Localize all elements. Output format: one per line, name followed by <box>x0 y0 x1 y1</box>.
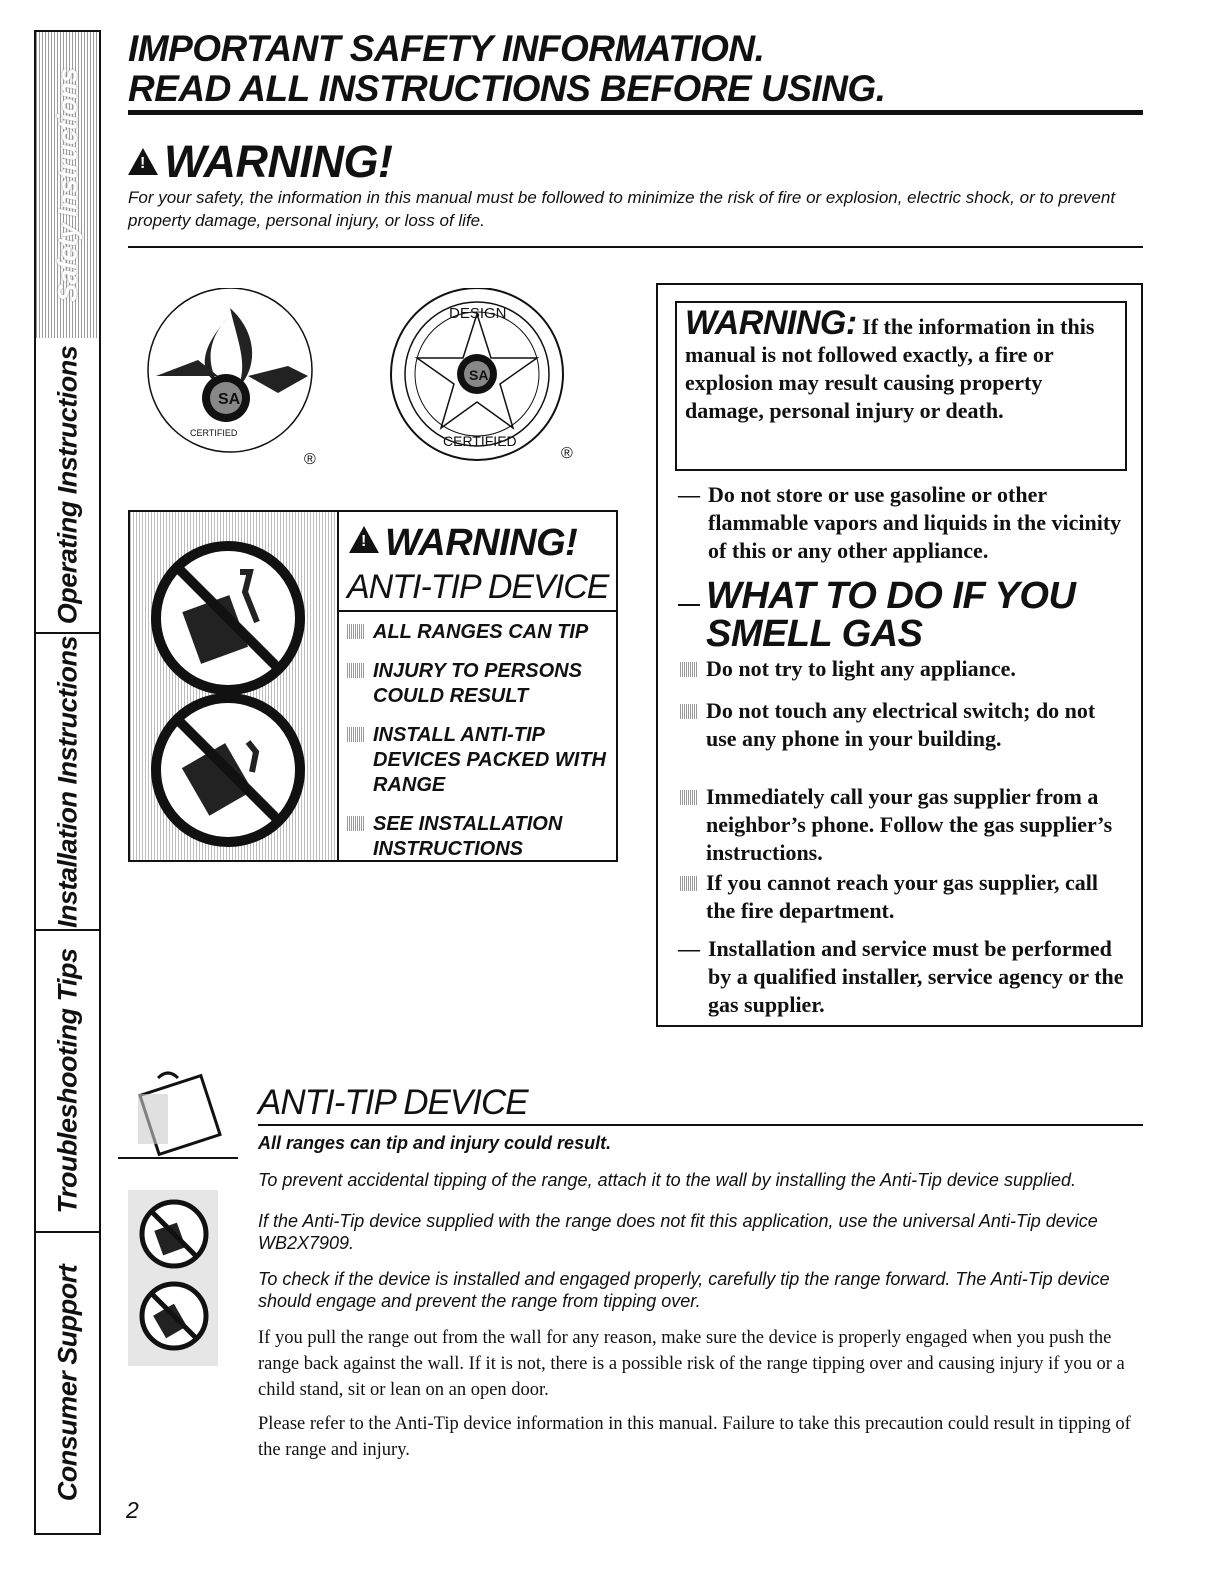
csa-certified-text: CERTIFIED <box>190 428 238 438</box>
tab-label: Consumer Support <box>52 1264 82 1502</box>
star-seal-icon <box>385 288 595 468</box>
certified-text: CERTIFIED <box>443 433 517 449</box>
warning-title: WARNING! <box>164 136 393 187</box>
bullet-icon <box>347 663 364 678</box>
no-tipping-small-icon <box>128 1190 218 1366</box>
svg-text:SA: SA <box>218 391 241 408</box>
gas-warning-box <box>656 283 1143 1027</box>
no-tipping-icon <box>130 512 337 860</box>
paragraph-3: To check if the device is installed and engaged properly, carefully tip the range forward. The Anti-Tip device should engage and prevent the range from tipping over. <box>258 1269 1110 1311</box>
section-lead: All ranges can tip and injury could result. <box>258 1133 612 1153</box>
antitip-subtitle: ANTI-TIP DEVICE <box>347 568 609 606</box>
tab-consumer-support[interactable] <box>36 1233 99 1533</box>
paragraph-5: Please refer to the Anti-Tip device information in this manual. Failure to take this precaution could result in tipping of the range and injury. <box>258 1414 1131 1460</box>
antitip-list <box>347 620 612 876</box>
bullet-icon <box>680 662 697 677</box>
list-item: ALL RANGES CAN TIP <box>347 620 612 645</box>
warning-text: For your safety, the information in this manual must be followed to minimize the risk of fire or explosion, electric shock, or to prevent property damage, personal injury, or loss of life. <box>128 188 1116 230</box>
list-item: SEE INSTALLATION INSTRUCTIONS <box>347 812 612 862</box>
tab-troubleshooting-tips[interactable] <box>36 931 99 1233</box>
tab-label: Safety Instructions <box>52 68 82 302</box>
bullet-icon <box>347 816 364 831</box>
bullet-icon <box>680 704 697 719</box>
warning-rule <box>128 246 1143 248</box>
list-item: INJURY TO PERSONS COULD RESULT <box>347 659 612 709</box>
tab-installation-instructions[interactable] <box>36 634 99 931</box>
gas-dash-item-2: — Installation and service must be performed by a qualified installer, service agency or the gas supplier. <box>678 936 1124 1017</box>
antitip-warning-heading: !WARNING! <box>349 522 577 565</box>
gas-list-item: If you cannot reach your gas supplier, call the fire department. <box>706 869 1126 925</box>
paragraph-1: To prevent accidental tipping of the range, attach it to the wall by installing the Anti-Tip device supplied. <box>258 1170 1076 1190</box>
tab-label: Troubleshooting Tips <box>52 948 82 1214</box>
gas-list-item: Immediately call your gas supplier from a neighbor’s phone. Follow the gas supplier’s instructions. <box>706 783 1126 867</box>
warning-triangle-icon <box>128 148 158 175</box>
bullet-icon <box>347 727 364 742</box>
list-item: INSTALL ANTI-TIP DEVICES PACKED WITH RANGE <box>347 723 612 798</box>
page-title-line-1: IMPORTANT SAFETY INFORMATION. <box>128 28 765 69</box>
gas-dash-item-1: — Do not store or use gasoline or other flammable vapors and liquids in the vicinity of this or any other appliance. <box>678 482 1122 563</box>
gas-list-item: Do not touch any electrical switch; do not use any phone in your building. <box>706 697 1126 753</box>
gas-warning-word: WARNING: <box>685 304 857 342</box>
paragraph-2: If the Anti-Tip device supplied with the range does not fit this application, use the universal Anti-Tip device WB2X7909. <box>258 1211 1098 1253</box>
bullet-icon <box>680 876 697 891</box>
tab-label: Operating Instructions <box>52 345 82 625</box>
header-rule <box>128 110 1143 115</box>
tab-label: Installation Instructions <box>52 635 82 928</box>
gas-list-item: Do not try to light any appliance. <box>706 655 1126 683</box>
antitip-divider <box>339 610 616 612</box>
design-text: DESIGN <box>449 305 507 322</box>
bullet-icon <box>680 790 697 805</box>
warning-triangle-icon <box>349 526 379 553</box>
tipping-range-illustration <box>118 1070 258 1168</box>
section-title: ANTI-TIP DEVICE <box>258 1083 528 1122</box>
sidebar <box>34 30 101 1535</box>
csa-certified-logo <box>138 288 338 468</box>
antitip-illustration <box>130 512 337 860</box>
svg-text:®: ® <box>304 451 316 468</box>
smell-gas-heading: WHAT TO DO IF YOU SMELL GAS <box>678 577 1075 653</box>
tab-safety-instructions[interactable] <box>36 32 99 338</box>
page-number: 2 <box>126 1497 139 1523</box>
bullet-icon <box>347 624 364 639</box>
csa-flame-icon <box>138 288 338 468</box>
page-title-line-2: READ ALL INSTRUCTIONS BEFORE USING. <box>128 68 886 109</box>
gas-warning-inner-box <box>675 301 1127 471</box>
paragraph-4: If you pull the range out from the wall for any reason, make sure the device is properly engaged when you push the range back against the wall. If it is not, there is a possible risk of the range tipping over and causing injury if you or a child stand, sit or lean on an open door. <box>258 1328 1125 1400</box>
svg-text:®: ® <box>561 445 573 462</box>
tab-operating-instructions[interactable] <box>36 338 99 634</box>
warning-heading <box>128 136 392 188</box>
section-rule <box>258 1124 1143 1126</box>
antitip-warning-box <box>128 510 618 862</box>
design-certified-logo <box>385 288 595 468</box>
no-tipping-small-illustration <box>128 1190 218 1366</box>
tipping-range-icon <box>118 1070 258 1168</box>
antitip-warning-text <box>337 512 616 860</box>
gas-warning-text: WARNING: If the information in this manual is not followed exactly, a fire or explosion may result causing property damage, personal injury or death. <box>685 304 1095 423</box>
svg-text:SA: SA <box>469 367 489 383</box>
